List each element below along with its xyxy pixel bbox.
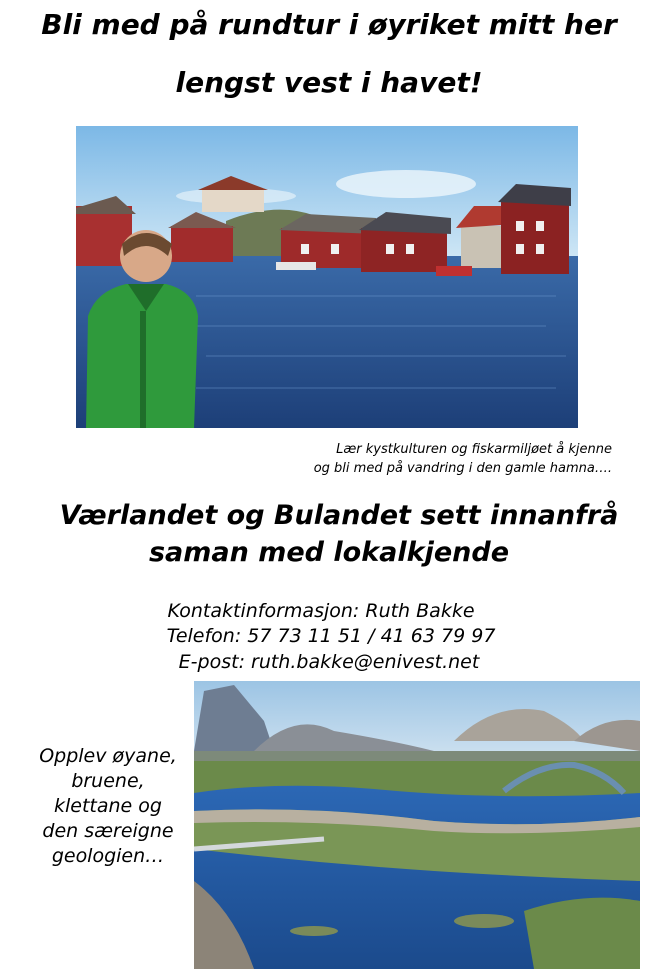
sidebar-line: geologien… <box>51 845 165 867</box>
caption-line2: og bli med på vandring i den gamle hamna…. <box>313 461 612 476</box>
contact-name: Kontaktinformasjon: Ruth Bakke <box>167 600 475 622</box>
main-heading-line1: Bli med på rundtur i øyriket mitt her <box>41 8 617 41</box>
subheading-line2: saman med lokalkjende <box>148 537 510 568</box>
main-heading-line2: lengst vest i havet! <box>175 66 483 99</box>
sidebar-line: bruene, <box>71 770 145 792</box>
sidebar-text <box>24 744 192 869</box>
sidebar-line: Opplev øyane, <box>39 745 177 767</box>
contact-phone: Telefon: 57 73 11 51 / 41 63 79 97 <box>166 625 496 647</box>
contact-email: E-post: ruth.bakke@enivest.net <box>178 651 480 673</box>
caption-line1: Lær kystkulturen og fiskarmiljøet å kjenne <box>336 442 612 457</box>
subheading-line1: Værlandet og Bulandet sett innanfrå <box>59 500 619 531</box>
sidebar-line: klettane og <box>54 795 162 817</box>
islands-bridge-photo <box>194 681 640 969</box>
sidebar-line: den særeigne <box>42 820 174 842</box>
harbour-photo <box>76 126 578 428</box>
